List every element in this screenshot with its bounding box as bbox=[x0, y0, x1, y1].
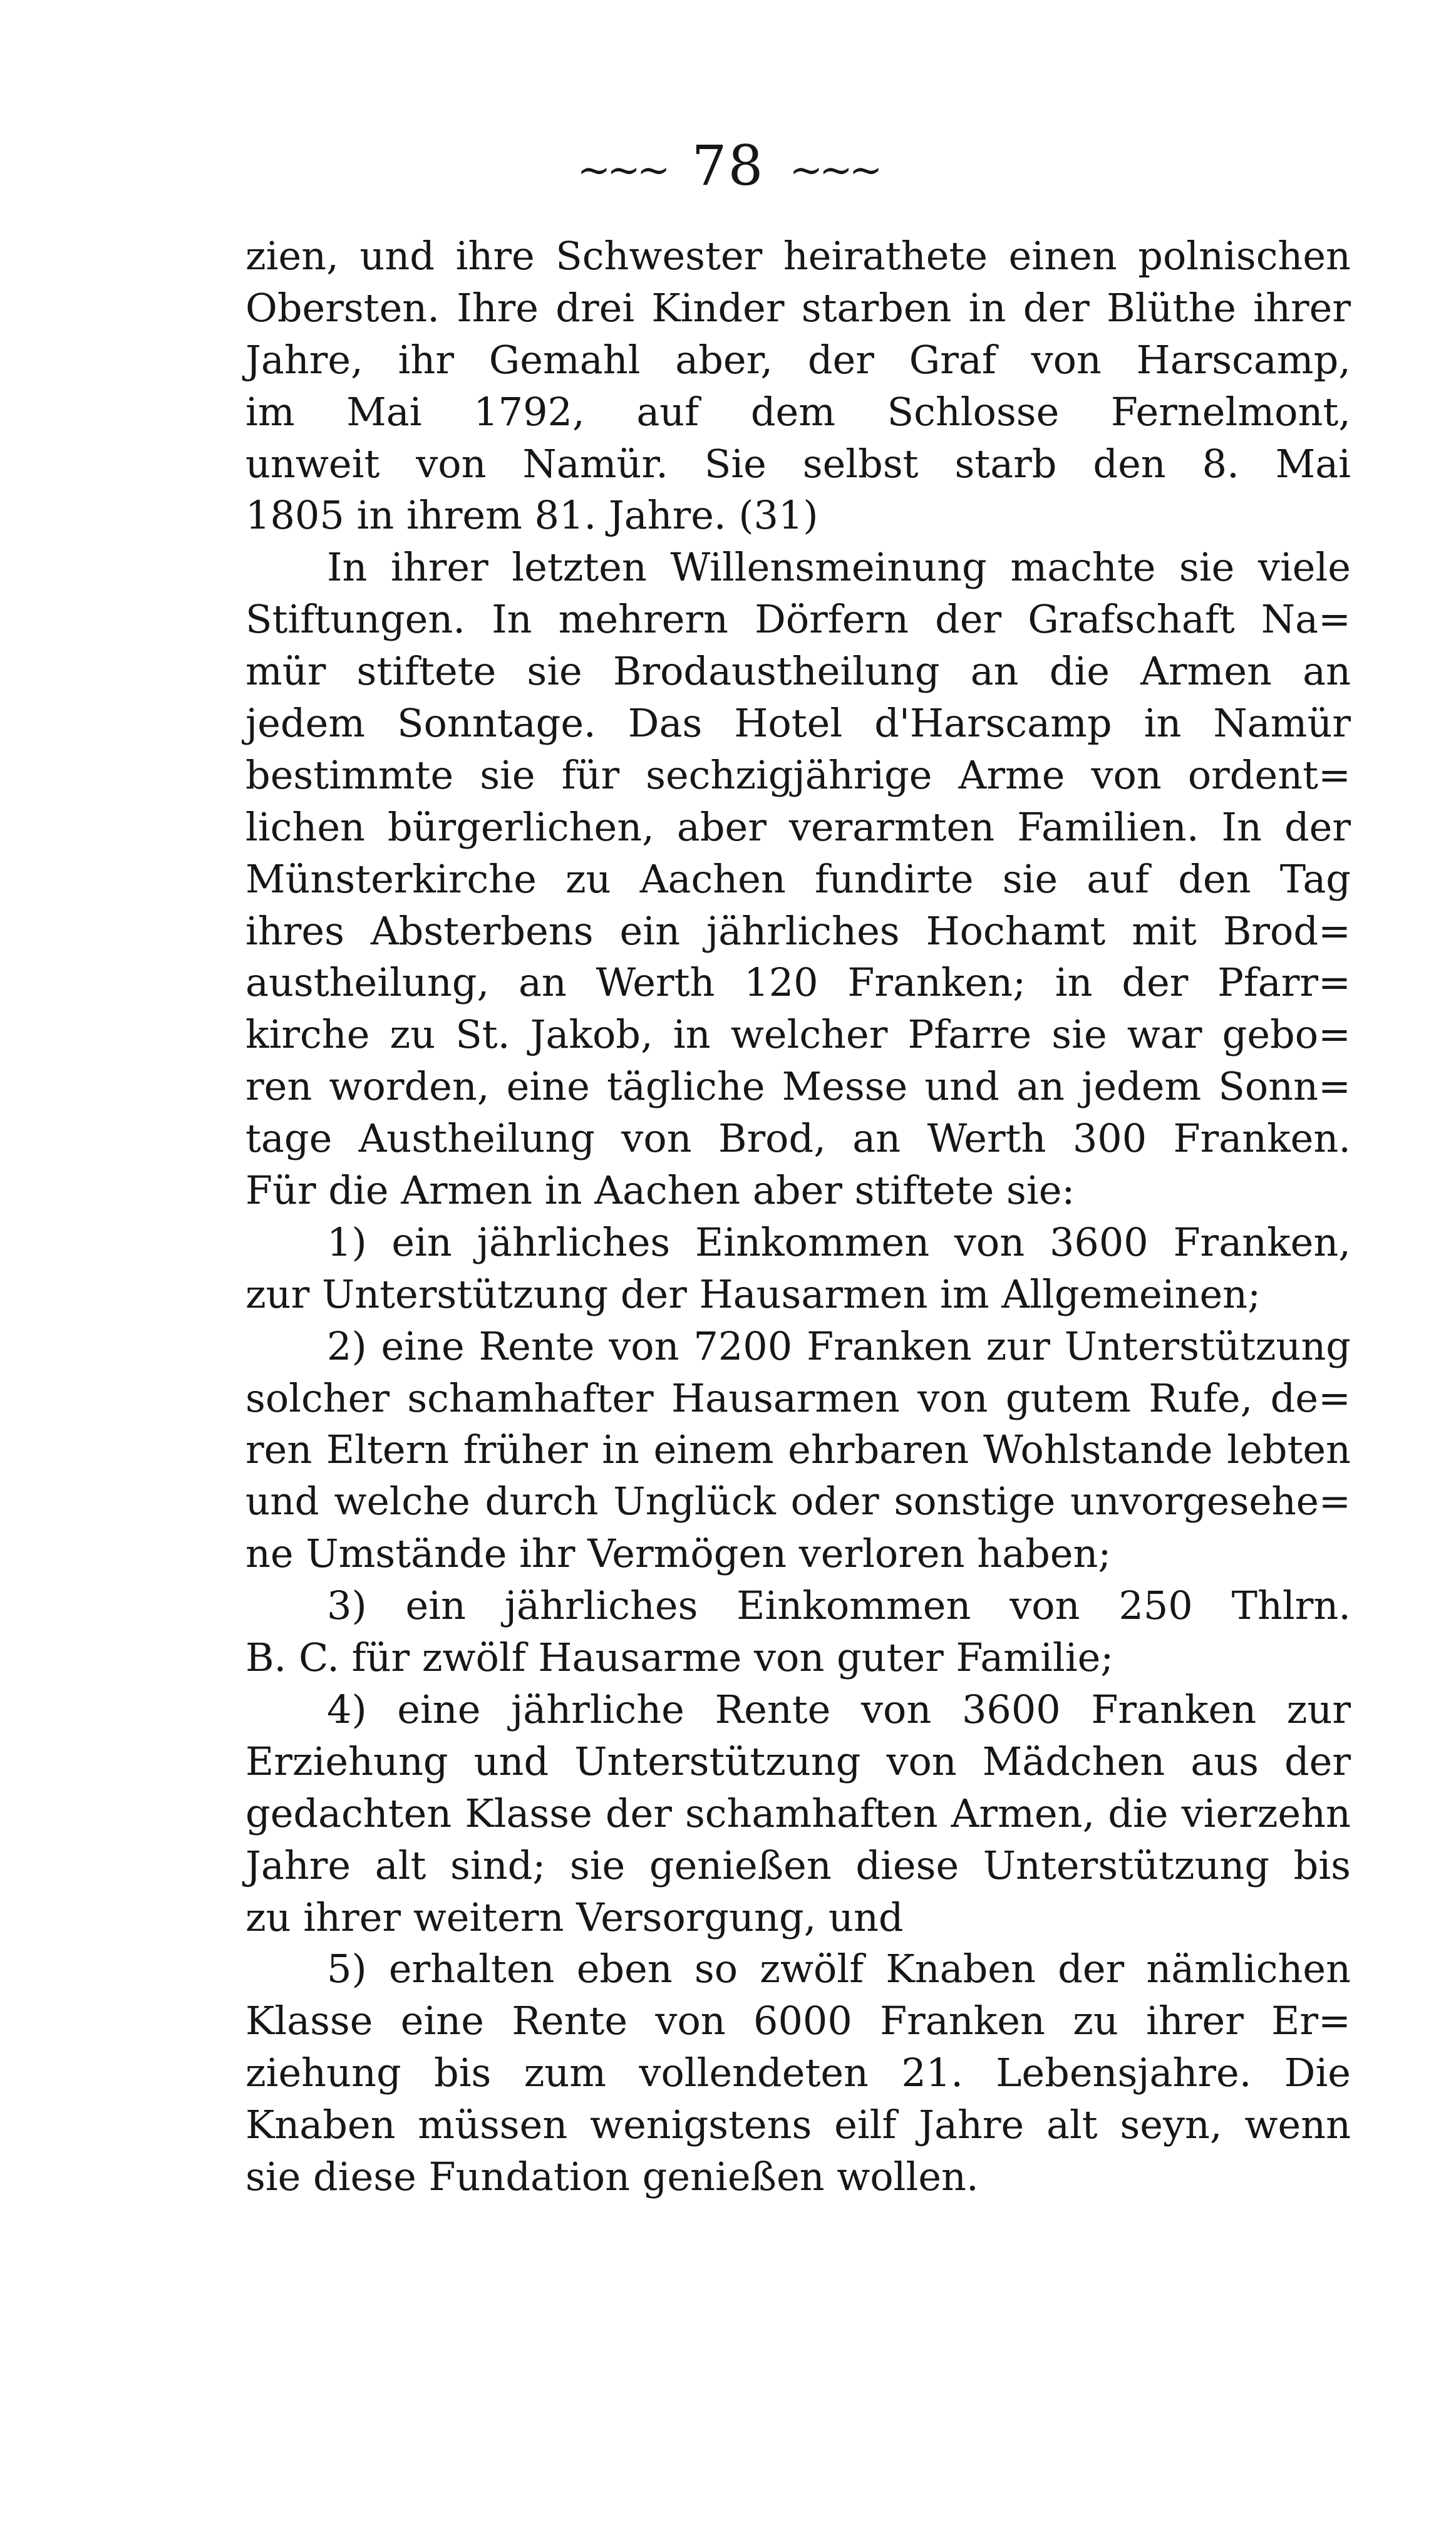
list-item-1: 1) ein jährliches Einkommen von 3600 Franken, bbox=[327, 1219, 1351, 1265]
text-line: zu ihrer weitern Versorgung, und bbox=[245, 1894, 904, 1940]
text-line: zien, und ihre Schwester heirathete einen polnischen bbox=[245, 233, 1351, 279]
text-line: tage Austheilung von Brod, an Werth 300 Franken. bbox=[245, 1115, 1351, 1162]
text-line: Münsterkirche zu Aachen fundirte sie auf den Tag bbox=[245, 855, 1351, 902]
text-line: ihres Absterbens ein jährliches Hochamt mit Brod= bbox=[245, 907, 1351, 954]
text-line: Jahre, ihr Gemahl aber, der Graf von Harscamp, bbox=[245, 336, 1351, 383]
text-line: In ihrer letzten Willensmeinung machte sie viele bbox=[327, 544, 1351, 591]
text-line: ziehung bis zum vollendeten 21. Lebensjahre. Die bbox=[245, 2050, 1351, 2096]
text-line: B. C. für zwölf Hausarme von guter Familie; bbox=[245, 1635, 1114, 1681]
body-text bbox=[245, 230, 1351, 2203]
text-line: unweit von Namür. Sie selbst starb den 8. Mai bbox=[245, 440, 1351, 487]
ornament-right: ~~~ bbox=[789, 147, 879, 194]
text-line: jedem Sonntage. Das Hotel d'Harscamp in Namür bbox=[245, 700, 1351, 747]
ornament-left: ~~~ bbox=[577, 147, 667, 194]
text-line: solcher schamhafter Hausarmen von gutem Rufe, de= bbox=[245, 1375, 1351, 1421]
list-item-4: 4) eine jährliche Rente von 3600 Franken zur bbox=[327, 1686, 1351, 1732]
text-line: Knaben müssen wenigstens eilf Jahre alt seyn, wenn bbox=[245, 2102, 1351, 2148]
text-line: Stiftungen. In mehrern Dörfern der Grafschaft Na= bbox=[245, 596, 1351, 643]
page-number: 78 bbox=[691, 133, 765, 198]
text-line: austheilung, an Werth 120 Franken; in der Pfarr= bbox=[245, 959, 1351, 1006]
text-line: Für die Armen in Aachen aber stiftete sie: bbox=[245, 1167, 1075, 1214]
list-item-5: 5) erhalten eben so zwölf Knaben der nämlichen bbox=[327, 1946, 1351, 1992]
text-line: 1805 in ihrem 81. Jahre. (31) bbox=[245, 492, 818, 539]
list-item-3: 3) ein jährliches Einkommen von 250 Thlrn. bbox=[327, 1583, 1351, 1629]
text-line: zur Unterstützung der Hausarmen im Allgemeinen; bbox=[245, 1271, 1261, 1317]
text-line: sie diese Fundation genießen wollen. bbox=[245, 2153, 979, 2199]
text-line: im Mai 1792, auf dem Schlosse Fernelmont, bbox=[245, 388, 1351, 435]
text-line: lichen bürgerlichen, aber verarmten Familien. In der bbox=[245, 804, 1351, 850]
text-line: Erziehung und Unterstützung von Mädchen aus der bbox=[245, 1738, 1351, 1784]
text-line: Obersten. Ihre drei Kinder starben in der Blüthe ihrer bbox=[245, 284, 1351, 331]
page-header bbox=[0, 135, 1456, 202]
text-line: Klasse eine Rente von 6000 Franken zu ihrer Er= bbox=[245, 1998, 1351, 2044]
text-line: Jahre alt sind; sie genießen diese Unterstützung bis bbox=[245, 1842, 1351, 1888]
text-line: und welche durch Unglück oder sonstige unvorgesehe= bbox=[245, 1479, 1351, 1524]
list-item-2: 2) eine Rente von 7200 Franken zur Unterstützung bbox=[327, 1323, 1351, 1369]
text-line: bestimmte sie für sechzigjährige Arme von ordent= bbox=[245, 752, 1351, 798]
text-line: mür stiftete sie Brodaustheilung an die Armen an bbox=[245, 648, 1351, 695]
text-line: ne Umstände ihr Vermögen verloren haben; bbox=[245, 1531, 1112, 1577]
text-line: ren worden, eine tägliche Messe und an jedem Sonn= bbox=[245, 1063, 1351, 1110]
text-line: gedachten Klasse der schamhaften Armen, die vierzehn bbox=[245, 1790, 1351, 1836]
text-line: kirche zu St. Jakob, in welcher Pfarre sie war gebo= bbox=[245, 1011, 1351, 1058]
text-line: ren Eltern früher in einem ehrbaren Wohlstande lebten bbox=[245, 1427, 1351, 1473]
